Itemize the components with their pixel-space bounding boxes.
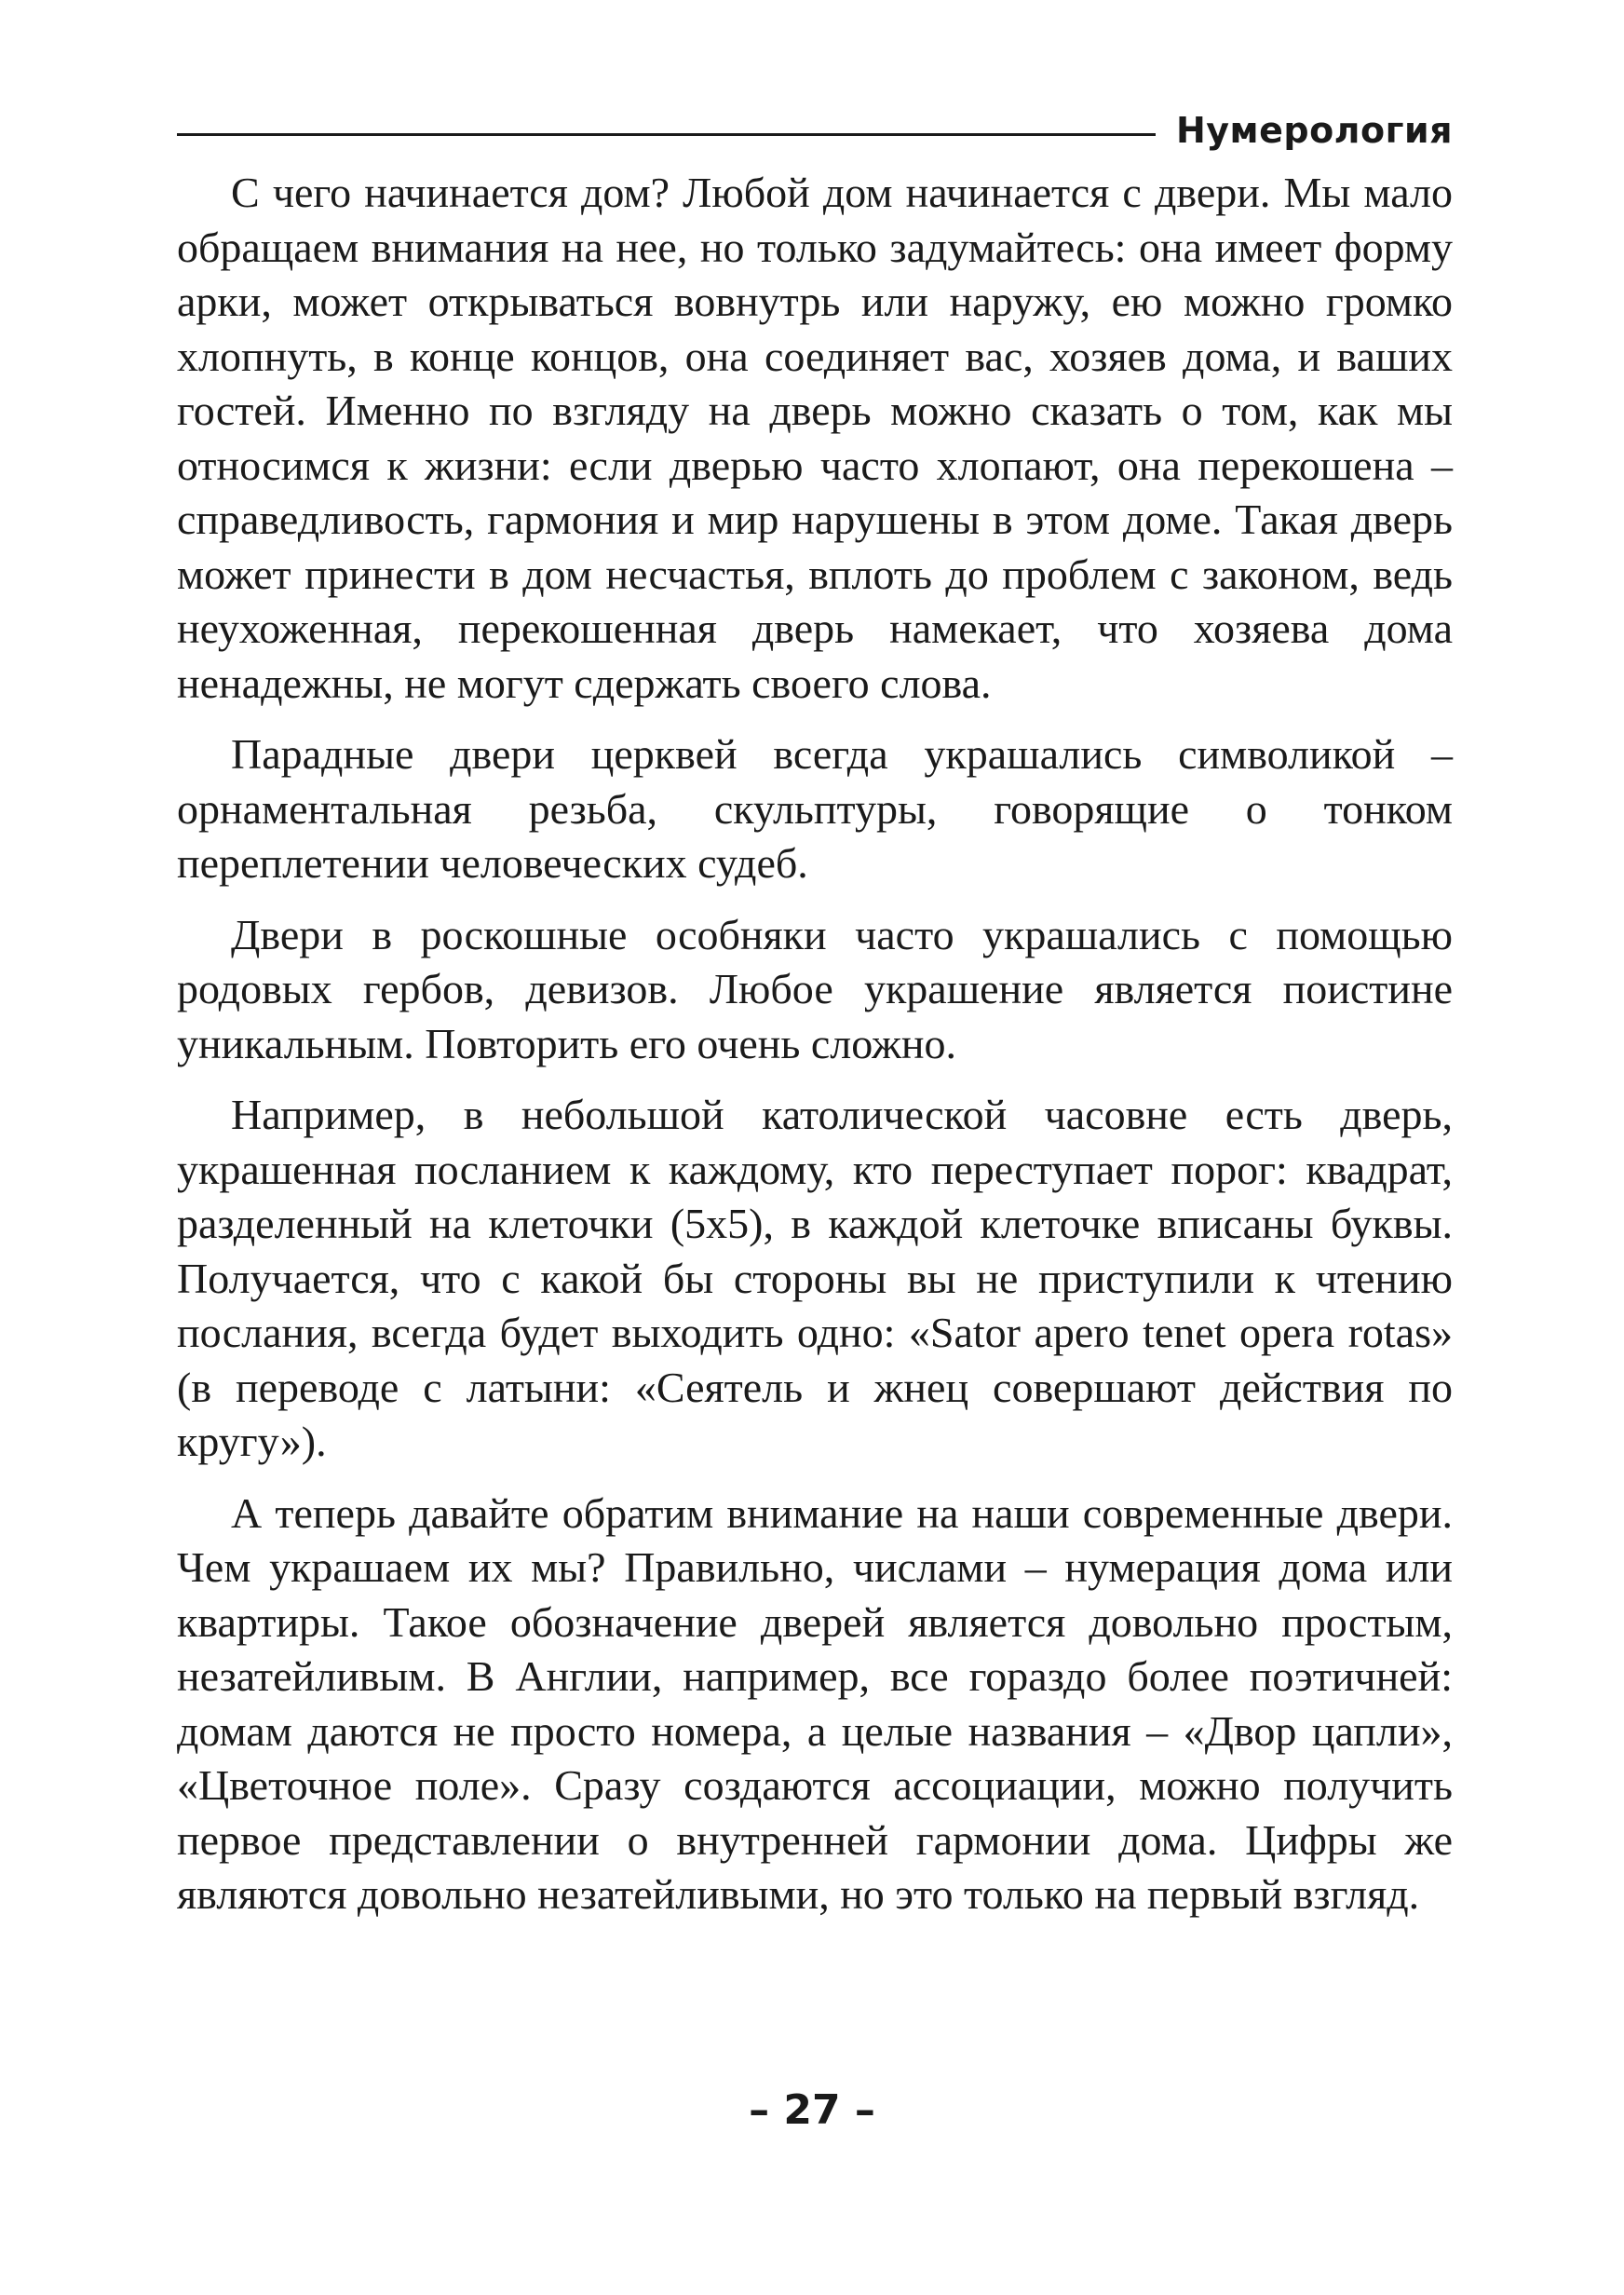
- paragraph-church-doors: Парадные двери церквей всегда украшались символикой – орнаментальная резьба, скульптуры, говорящие о тонком переплетении человеческих судеб.: [177, 730, 1453, 887]
- header-rule: [177, 133, 1156, 136]
- paragraph-sator-square: Например, в небольшой католической часовне есть дверь, украшенная посланием к каждому, кто переступает порог: квадрат, разделенный на клеточки (5х5), в каждой клеточке вписаны буквы. Получается, что с какой бы стороны вы не приступили к чтению послания, всегда будет выходить одно: «Sator apero tenet opera rotas» (в переводе с латыни: «Сеятель и жнец совершают действия по кругу»).: [177, 1091, 1453, 1465]
- paragraph-mansion-doors: Двери в роскошные особняки часто украшались с помощью родовых гербов, девизов. Любое украшение является поистине уникальным. Повторить его очень сложно.: [177, 910, 1453, 1067]
- running-header-title: Нумерология: [1175, 110, 1453, 151]
- running-header: [177, 102, 1453, 158]
- body-text: [177, 166, 1453, 1939]
- page-number: – 27 –: [749, 2086, 875, 2134]
- paragraph-door-meaning: С чего начинается дом? Любой дом начинается с двери. Мы мало обращаем внимания на нее, но только задумайтесь: она имеет форму арки, может открываться вовнутрь или наружу, ею можно громко хлопнуть, в конце концов, она соединяет вас, хозяев дома, и ваших гостей. Именно по взгляду на дверь можно сказать о том, как мы относимся к жизни: если дверью часто хлопают, она перекошена – справедливость, гармония и мир нарушены в этом доме. Такая дверь может принести в дом несчастья, вплоть до проблем с законом, ведь неухоженная, перекошенная дверь намекает, что хозяева дома ненадежны, не могут сдержать своего слова.: [177, 169, 1453, 707]
- paragraph-modern-doors: А теперь давайте обратим внимание на наши современные двери. Чем украшаем их мы? Правильно, числами – нумерация дома или квартиры. Такое обозначение дверей является довольно простым, незатейливым. В Англии, например, все гораздо более поэтичней: домам даются не просто номера, а целые названия – «Двор цапли», «Цветочное поле». Сразу создаются ассоциации, можно получить первое представлении о внутренней гармонии дома. Цифры же являются довольно незатейливыми, но это только на первый взгляд.: [177, 1488, 1453, 1918]
